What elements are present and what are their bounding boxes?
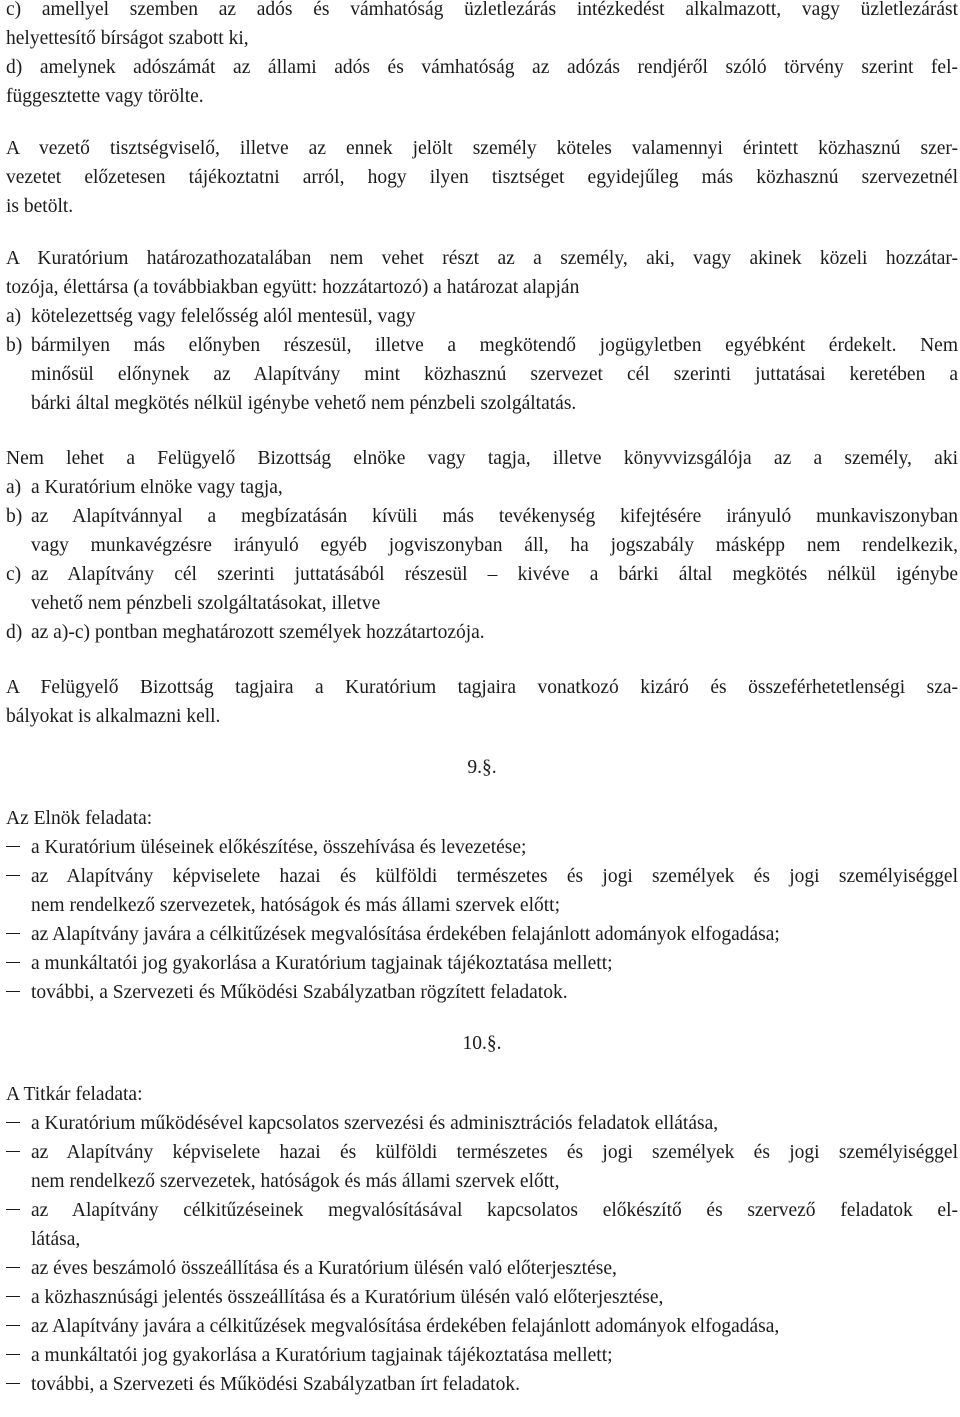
dash-bullet-icon <box>6 862 31 891</box>
list-item <box>6 502 958 560</box>
text-line: is betölt. <box>6 196 74 217</box>
text-line: a közhasznúsági jelentés összeállítása és a Kuratórium ülésén való előterjesztése, <box>31 1287 664 1308</box>
text-line: függesztette vagy törölte. <box>6 86 204 107</box>
text-line: kötelezettség vagy felelősség alól mentesül, vagy <box>31 306 416 327</box>
item-label: a) <box>6 306 22 327</box>
list-item <box>6 1283 958 1312</box>
document-page <box>6 0 958 1399</box>
text-line: a munkáltatói jog gyakorlása a Kuratórium tagjainak tájékoztatása mellett; <box>31 953 613 974</box>
text-line: d) amelynek adószámát az állami adós és vámhatóság az adózás rendjéről szóló törvény szerint fel- <box>6 57 958 78</box>
dash-bullet-icon <box>6 1341 31 1370</box>
paragraph-supervisory-board <box>6 444 958 647</box>
dash-bullet-icon <box>6 1370 31 1399</box>
list-item <box>6 1138 958 1196</box>
dash-bullet-icon <box>6 1109 31 1138</box>
list-item <box>6 302 958 331</box>
item-label: a) <box>6 477 22 498</box>
section-9 <box>6 753 958 1007</box>
text-line: az a)-c) pontban meghatározott személyek hozzátartozója. <box>31 622 485 643</box>
dash-bullet-icon <box>6 1138 31 1167</box>
list-item <box>6 920 958 949</box>
item-label: c) <box>6 564 22 585</box>
text-line: A Felügyelő Bizottság tagjaira a Kuratórium tagjaira vonatkozó kizáró és összeférhetetlenségi sza- <box>6 677 958 698</box>
list-item <box>6 1196 958 1254</box>
list-item <box>6 949 958 978</box>
dash-bullet-icon <box>6 1254 31 1283</box>
text-line: nem rendelkező szervezetek, hatóságok és más állami szervek előtt; <box>31 895 560 916</box>
item-label: b) <box>6 335 23 356</box>
list-item <box>6 1312 958 1341</box>
text-line: az Alapítvány képviselete hazai és külföldi természetes és jogi személyek és jogi személyiséggel <box>31 1142 958 1163</box>
text-line: a Kuratórium működésével kapcsolatos szervezési és adminisztrációs feladatok ellátása, <box>31 1113 719 1134</box>
item-label: d) <box>6 622 23 643</box>
text-line: nem rendelkező szervezetek, hatóságok és más állami szervek előtt, <box>31 1171 560 1192</box>
text-line: a Kuratórium elnöke vagy tagja, <box>31 477 283 498</box>
text-line: az Alapítvány cél szerinti juttatásából részesül – kivéve a bárki által megkötés nélkül igénybe <box>31 564 958 585</box>
text-line: helyettesítő bírságot szabott ki, <box>6 28 249 49</box>
text-line: a munkáltatói jog gyakorlása a Kuratórium tagjainak tájékoztatása mellett; <box>31 1345 613 1366</box>
text-line: A vezető tisztségviselő, illetve az ennek jelölt személy köteles valamennyi érintett közhasznú szer- <box>6 138 958 159</box>
list-item <box>6 833 958 862</box>
list-item <box>6 1254 958 1283</box>
text-line: az Alapítvány javára a célkitűzések megvalósítása érdekében felajánlott adományok elfogadása; <box>31 924 780 945</box>
dash-bullet-icon <box>6 1196 31 1225</box>
list-item <box>6 862 958 920</box>
text-line: az Alapítvánnyal a megbízatásán kívüli más tevékenység kifejtésére irányuló munkaviszonyban <box>31 506 958 527</box>
text-line: további, a Szervezeti és Működési Szabályzatban rögzített feladatok. <box>31 982 568 1003</box>
text-line: tozója, élettársa (a továbbiakban együtt: hozzátartozó) a határozat alapján <box>6 277 580 298</box>
text-line: az Alapítvány képviselete hazai és külföldi természetes és jogi személyek és jogi személyiséggel <box>31 866 958 887</box>
list-item <box>6 1370 958 1399</box>
text-line: Nem lehet a Felügyelő Bizottság elnöke vagy tagja, illetve könyvvizsgálója az a személy, aki <box>6 448 958 469</box>
list-item <box>6 618 958 647</box>
text-line: vezetet előzetesen tájékoztatni arról, hogy ilyen tisztséget egyidejűleg más közhasznú szervezetnél <box>6 167 958 188</box>
text-line: vagy munkavégzésre irányuló egyéb jogviszonyban áll, ha jogszabály másképp nem rendelkezik, <box>31 535 958 556</box>
text-line: a Kuratórium üléseinek előkészítése, összehívása és levezetése; <box>31 837 527 858</box>
text-line: A Kuratórium határozathozatalában nem vehet részt az a személy, aki, vagy akinek közeli hozzátar- <box>6 248 958 269</box>
text-line: az Alapítvány célkitűzéseinek megvalósításával kapcsolatos előkészítő és szervező feladatok el- <box>31 1200 958 1221</box>
dash-bullet-icon <box>6 920 31 949</box>
paragraph-board-decision <box>6 244 958 418</box>
paragraph-board-rules <box>6 673 958 731</box>
list-item <box>6 560 958 618</box>
text-line: bárki által megkötés nélkül igénybe vehető nem pénzbeli szolgáltatás. <box>31 393 577 414</box>
list-item <box>6 1109 958 1138</box>
text-line: az Alapítvány javára a célkitűzések megvalósítása érdekében felajánlott adományok elfogadása, <box>31 1316 780 1337</box>
dash-bullet-icon <box>6 978 31 1007</box>
text-line: további, a Szervezeti és Működési Szabályzatban írt feladatok. <box>31 1374 520 1395</box>
text-line: bármilyen más előnyben részesül, illetve a megkötendő jogügyletben egyébként érdekelt. Nem <box>31 335 958 356</box>
text-line: látása, <box>31 1229 81 1250</box>
list-item <box>6 473 958 502</box>
text-line: az éves beszámoló összeállítása és a Kuratórium ülésén való előterjesztése, <box>31 1258 617 1279</box>
text-line: vehető nem pénzbeli szolgáltatásokat, illetve <box>31 593 381 614</box>
section-heading: A Titkár feladata: <box>6 1084 143 1105</box>
list-item <box>6 331 958 418</box>
paragraph-exclusions-cd <box>6 0 958 111</box>
dash-bullet-icon <box>6 949 31 978</box>
section-heading: Az Elnök feladata: <box>6 808 153 829</box>
list-item <box>6 1341 958 1370</box>
text-line: bályokat is alkalmazni kell. <box>6 706 221 727</box>
text-line: minősül előnynek az Alapítvány mint közhasznú szervezet cél szerinti juttatásai keretében a <box>31 364 958 385</box>
section-number: 9.§. <box>467 757 497 778</box>
list-item <box>6 978 958 1007</box>
text-line: c) amellyel szemben az adós és vámhatóság üzletlezárás intézkedést alkalmazott, vagy üzletlezárást <box>6 0 958 20</box>
section-10 <box>6 1029 958 1399</box>
dash-bullet-icon <box>6 1283 31 1312</box>
section-number: 10.§. <box>462 1033 502 1054</box>
dash-bullet-icon <box>6 833 31 862</box>
dash-bullet-icon <box>6 1312 31 1341</box>
paragraph-executive-duty <box>6 134 958 221</box>
item-label: b) <box>6 506 23 527</box>
